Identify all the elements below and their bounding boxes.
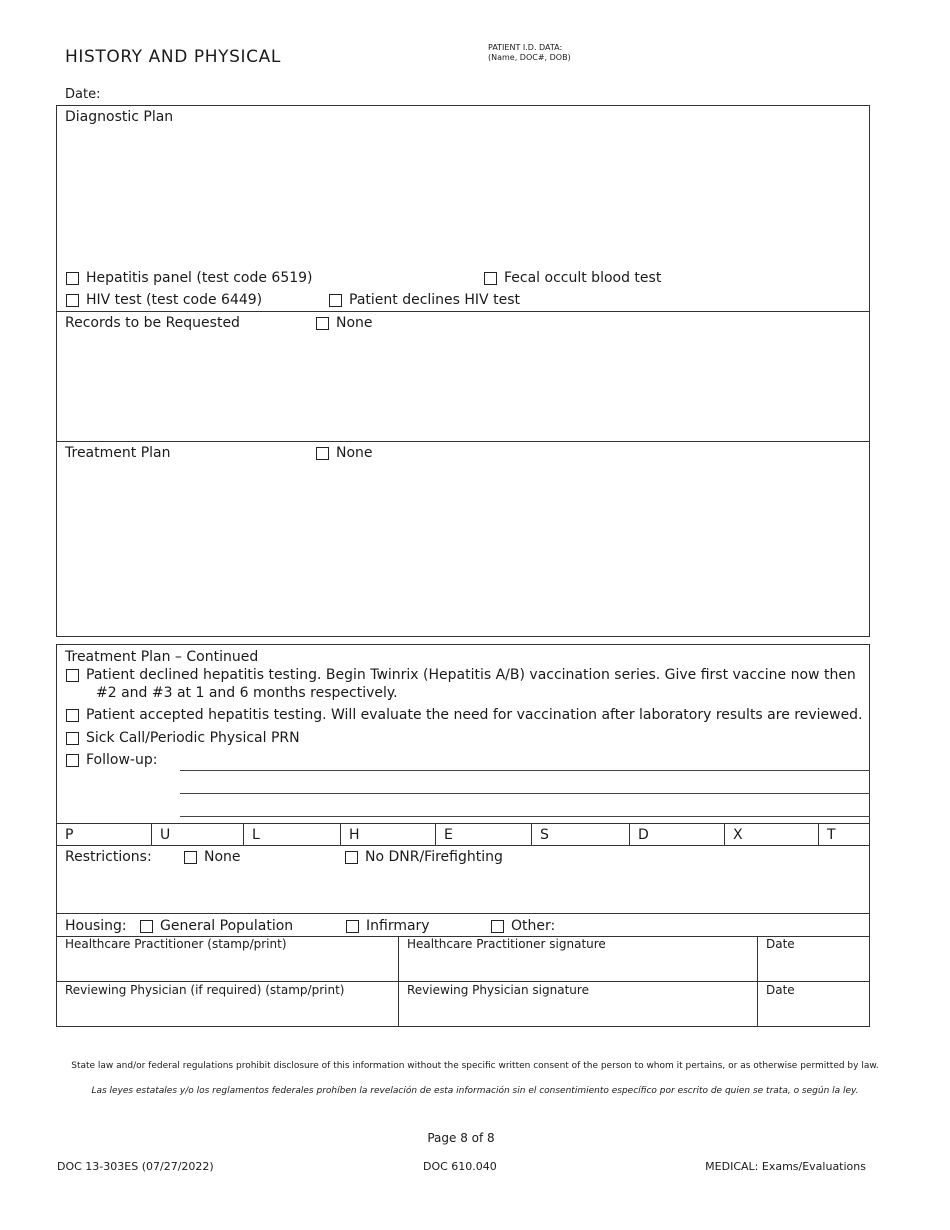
fecal-test-label: Fecal occult blood test [504,270,662,286]
pulhes-cell-t[interactable]: T [827,827,836,843]
hiv-declines-checkbox[interactable] [329,294,342,307]
records-none-checkbox[interactable] [316,317,329,330]
housing-general-label: General Population [160,918,294,934]
treatment-continued-heading: Treatment Plan – Continued [65,649,259,665]
signature-divider-2 [757,936,758,1027]
reviewer-signature-field[interactable]: Reviewing Physician signature [407,983,589,997]
accepted-testing-label: Patient accepted hepatitis testing. Will evaluate the need for vaccination after laboratory results are reviewed. [86,707,863,723]
accepted-testing-checkbox[interactable] [66,709,79,722]
pulhes-row-top [56,823,870,824]
pulhes-divider [531,823,532,845]
hiv-test-label: HIV test (test code 6449) [86,292,263,308]
pulhes-divider [724,823,725,845]
pulhes-cell-x[interactable]: X [733,827,743,843]
records-none-label: None [336,315,373,331]
housing-label: Housing: [65,918,127,934]
patient-id-subheading: (Name, DOC#, DOB) [488,53,571,62]
date-label: Date: [65,87,101,102]
pulhes-cell-d[interactable]: D [638,827,649,843]
restrictions-none-checkbox[interactable] [184,851,197,864]
signature-grid-middle [56,981,870,982]
pulhes-divider [818,823,819,845]
reviewer-print-field[interactable]: Reviewing Physician (if required) (stamp/print) [65,983,345,997]
no-dnr-label: No DNR/Firefighting [365,849,503,865]
housing-other-label: Other: [511,918,556,934]
declined-testing-line1: Patient declined hepatitis testing. Begin Twinrix (Hepatitis A/B) vaccination series. Give first vaccine now then [86,667,856,683]
pulhes-cell-e[interactable]: E [444,827,453,843]
no-dnr-checkbox[interactable] [345,851,358,864]
pulhes-divider [629,823,630,845]
diagnostic-plan-heading: Diagnostic Plan [65,109,174,125]
legal-notice-en: State law and/or federal regulations prohibit disclosure of this information without the specific written consent of the person to whom it pertains, or as otherwise permitted by law. [71,1061,879,1071]
follow-up-checkbox[interactable] [66,754,79,767]
pulhes-cell-p[interactable]: P [65,827,74,843]
lower-section-box [56,644,870,1027]
follow-up-line-1[interactable] [180,770,870,771]
legal-notice-es: Las leyes estatales y/o los reglamentos federales prohíben la revelación de esta información sin el consentimiento específico por escrito de quien se trata, o según la ley. [91,1086,859,1096]
practitioner-signature-field[interactable]: Healthcare Practitioner signature [407,937,606,951]
sick-call-label: Sick Call/Periodic Physical PRN [86,730,300,746]
follow-up-line-3[interactable] [180,816,870,817]
pulhes-cell-u[interactable]: U [160,827,171,843]
signature-divider-1 [398,936,399,1027]
practitioner-date-field[interactable]: Date [766,937,795,951]
practitioner-print-field[interactable]: Healthcare Practitioner (stamp/print) [65,937,287,951]
pulhes-cell-l[interactable]: L [252,827,260,843]
form-id: DOC 13-303ES (07/27/2022) [57,1160,214,1173]
hepatitis-panel-checkbox[interactable] [66,272,79,285]
upper-section-box [56,105,870,637]
treatment-none-label: None [336,445,373,461]
follow-up-label: Follow-up: [86,752,158,768]
pulhes-cell-h[interactable]: H [349,827,360,843]
declined-testing-line2: #2 and #3 at 1 and 6 months respectively. [96,685,398,701]
form-category: MEDICAL: Exams/Evaluations [705,1160,866,1173]
page-number: Page 8 of 8 [427,1131,495,1145]
pulhes-divider [435,823,436,845]
pulhes-row-bottom [56,845,870,846]
policy-number: DOC 610.040 [423,1160,497,1173]
hiv-test-checkbox[interactable] [66,294,79,307]
divider-records-treatment [56,441,870,442]
pulhes-cell-s[interactable]: S [540,827,549,843]
housing-infirmary-label: Infirmary [366,918,430,934]
housing-general-checkbox[interactable] [140,920,153,933]
divider-diagnostic-records [56,311,870,312]
restrictions-label: Restrictions: [65,849,152,865]
treatment-heading: Treatment Plan [65,445,171,461]
reviewer-date-field[interactable]: Date [766,983,795,997]
records-heading: Records to be Requested [65,315,240,331]
pulhes-divider [151,823,152,845]
pulhes-divider [340,823,341,845]
housing-row-top [56,913,870,914]
treatment-none-checkbox[interactable] [316,447,329,460]
patient-id-heading: PATIENT I.D. DATA: [488,43,563,52]
sick-call-checkbox[interactable] [66,732,79,745]
hiv-declines-label: Patient declines HIV test [349,292,520,308]
housing-other-checkbox[interactable] [491,920,504,933]
patient-id-label [488,43,571,63]
fecal-test-checkbox[interactable] [484,272,497,285]
housing-infirmary-checkbox[interactable] [346,920,359,933]
declined-testing-checkbox[interactable] [66,669,79,682]
pulhes-divider [243,823,244,845]
hepatitis-panel-label: Hepatitis panel (test code 6519) [86,270,313,286]
follow-up-line-2[interactable] [180,793,870,794]
form-title: HISTORY AND PHYSICAL [65,47,281,67]
restrictions-none-label: None [204,849,241,865]
